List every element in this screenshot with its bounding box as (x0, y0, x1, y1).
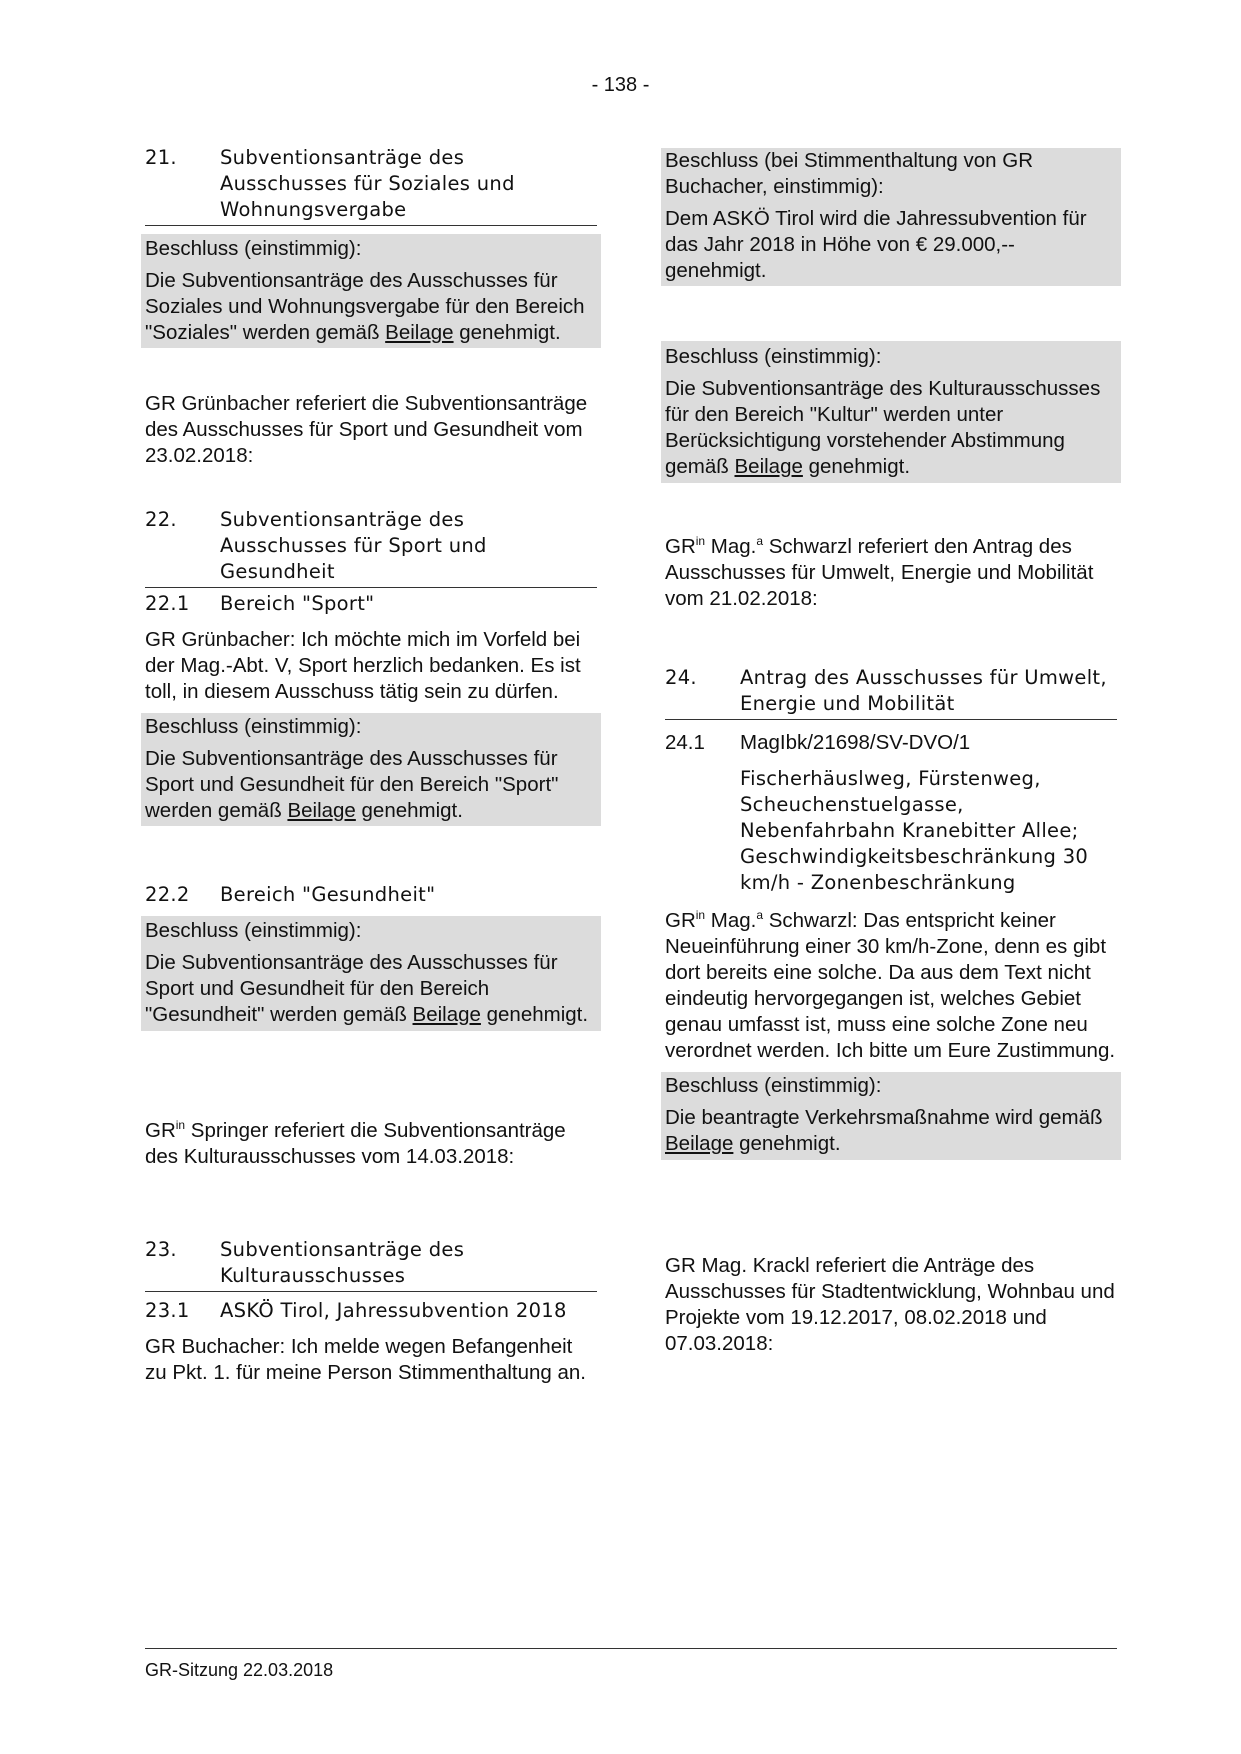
section-22 (145, 507, 597, 588)
subsection-number: 22.2 (145, 883, 190, 906)
statement: $GR^{in}$ Mag.$^a$ Schwarzl: Das entspricht keiner Neueinführung einer 30 km/h-Zone, denn es gibt dort bereits eine solche. Da aus dem Text nicht eindeutig hervorgegangen ist, welches Gebiet genau umfasst ist, muss eine solche Zone neu verordnet werden. Ich bitte um Eure Zustimmung. (665, 908, 1116, 1062)
section-24 (665, 665, 1117, 720)
section-title: Subventionsanträge des Ausschusses für Soziales und Wohnungsvergabe (220, 146, 515, 221)
section-22-1 (145, 591, 597, 826)
decision-text: Die beantragte Verkehrsmaßnahme wird gemäß Beilage genehmigt. (665, 1106, 1103, 1155)
section-heading (145, 507, 597, 588)
subsection-title: Bereich "Sport" (220, 592, 375, 615)
subsection-title: Bereich "Gesundheit" (220, 883, 436, 906)
section-number: 21. (145, 146, 177, 169)
subsection-number: 23.1 (145, 1299, 190, 1322)
report-paragraph: $GR^{in}$ Mag.$^a$ Schwarzl referiert den Antrag des Ausschusses für Umwelt, Energie und Mobilität vom 21.02.2018: (665, 534, 1094, 610)
page-number: - 138 - (591, 74, 650, 96)
decision-box (141, 713, 601, 826)
section-title: Subventionsanträge des Kulturausschusses (220, 1238, 465, 1287)
decision-label: Beschluss (einstimmig): (145, 237, 362, 260)
subsection-title: ASKÖ Tirol, Jahressubvention 2018 (220, 1299, 567, 1322)
beilage-link[interactable]: Beilage (734, 455, 803, 478)
statement: GR Grünbacher: Ich möchte mich im Vorfeld bei der Mag.-Abt. V, Sport herzlich bedanken. Es ist toll, in diesem Ausschuss tätig sein zu dürfen. (145, 628, 581, 703)
subsection-title: Fischerhäuslweg, Fürstenweg, Scheuchenstuelgasse, Nebenfahrbahn Kranebitter Allee; Geschwindigkeitsbeschränkung 30 km/h - Zonenbeschränkung (740, 767, 1089, 894)
subsection-heading (665, 730, 1117, 756)
decision-label: Beschluss (einstimmig): (145, 919, 362, 942)
decision-box (661, 148, 1121, 286)
page-footer: GR-Sitzung 22.03.2018 (145, 1648, 1117, 1683)
decision-box (661, 341, 1121, 483)
section-number: 22. (145, 508, 177, 531)
section-23-1 (145, 1298, 597, 1386)
subsection-number: 24.1 (665, 731, 705, 754)
subsection-description (665, 766, 1117, 896)
subsection-heading (145, 1298, 597, 1324)
section-21 (145, 145, 597, 348)
decision-label: Beschluss (einstimmig): (665, 1074, 882, 1097)
report-paragraph: $GR^{in}$ Springer referiert die Subventionsanträge des Kulturausschusses vom 14.03.2018: (145, 1118, 566, 1168)
section-title: Subventionsanträge des Ausschusses für Sport und Gesundheit (220, 508, 487, 583)
section-heading (145, 145, 597, 226)
decision-label: Beschluss (einstimmig): (145, 715, 362, 738)
report-paragraph: GR Mag. Krackl referiert die Anträge des Ausschusses für Stadtentwicklung, Wohnbau und Projekte vom 19.12.2017, 08.02.2018 und 07.03.2018: (665, 1254, 1115, 1355)
decision-box (141, 916, 601, 1031)
section-24-1 (665, 730, 1117, 1160)
section-heading (145, 1237, 597, 1292)
subsection-number: 22.1 (145, 592, 190, 615)
decision-label: Beschluss (bei Stimmenthaltung von GR Buchacher, einstimmig): (665, 149, 1034, 198)
decision-box (141, 234, 601, 348)
section-title: Antrag des Ausschusses für Umwelt, Energie und Mobilität (740, 666, 1107, 715)
decision-text: Die Subventionsanträge des Ausschusses für Sport und Gesundheit für den Bereich "Sport" werden gemäß Beilage genehmigt. (145, 747, 559, 822)
decision-text: Die Subventionsanträge des Ausschusses für Soziales und Wohnungsvergabe für den Bereich "Soziales" werden gemäß Beilage genehmigt. (145, 269, 585, 344)
beilage-link[interactable]: Beilage (412, 1003, 481, 1026)
statement: GR Buchacher: Ich melde wegen Befangenheit zu Pkt. 1. für meine Person Stimmenthaltung an. (145, 1335, 586, 1384)
subsection-heading (145, 591, 597, 617)
decision-text: Die Subventionsanträge des Kulturausschusses für den Bereich "Kultur" werden unter Berücksichtigung vorstehender Abstimmung gemäß Beilage genehmigt. (665, 377, 1101, 478)
report-paragraph: GR Grünbacher referiert die Subventionsanträge des Ausschusses für Sport und Gesundheit vom 23.02.2018: (145, 392, 588, 467)
subsection-heading (145, 882, 597, 908)
beilage-link[interactable]: Beilage (385, 321, 454, 344)
section-22-2 (145, 882, 597, 1031)
decision-label: Beschluss (einstimmig): (665, 345, 882, 368)
decision-box (661, 1072, 1121, 1160)
beilage-link[interactable]: Beilage (287, 799, 356, 822)
section-23 (145, 1237, 597, 1292)
decision-text: Die Subventionsanträge des Ausschusses für Sport und Gesundheit für den Bereich "Gesundheit" werden gemäß Beilage genehmigt. (145, 951, 589, 1026)
decision-text: Dem ASKÖ Tirol wird die Jahressubvention für das Jahr 2018 in Höhe von € 29.000,-- genehmigt. (665, 207, 1087, 282)
subsection-code: MagIbk/21698/SV-DVO/1 (740, 731, 971, 754)
beilage-link[interactable]: Beilage (665, 1132, 734, 1155)
section-number: 24. (665, 666, 697, 689)
section-heading (665, 665, 1117, 720)
section-number: 23. (145, 1238, 177, 1261)
